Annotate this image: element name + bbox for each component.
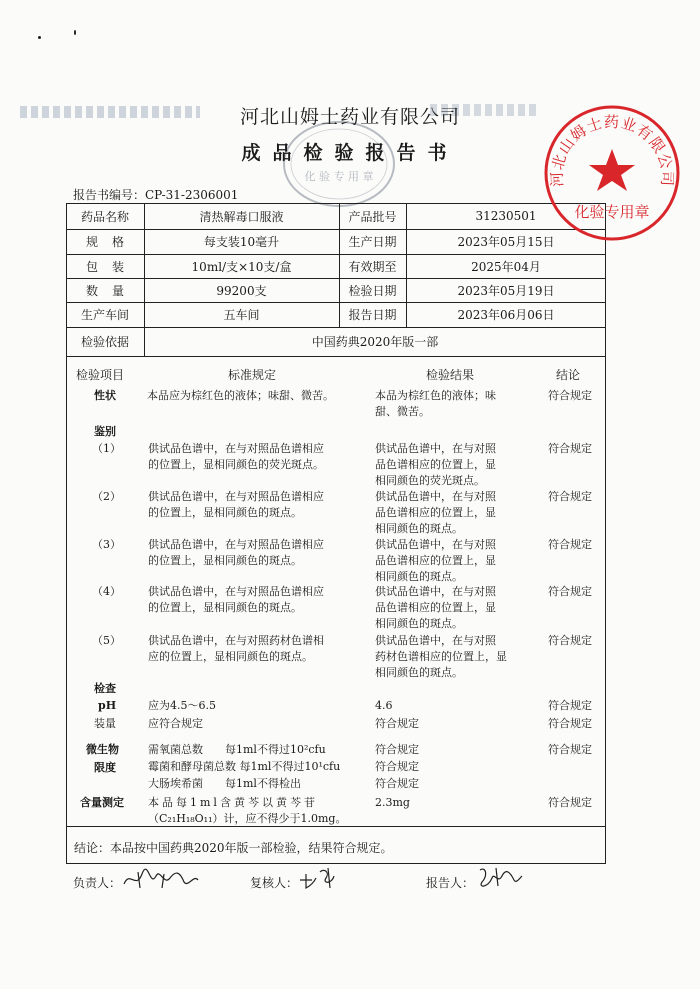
value-quantity: 99200支 bbox=[216, 283, 267, 298]
std-id-line: 供试品色谱中，在与对照品色谱相应 bbox=[148, 490, 324, 503]
scan-speck bbox=[38, 36, 41, 39]
company-name: 河北山姆士药业有限公司 bbox=[239, 106, 460, 128]
std-fill-volume: 应符合规定 bbox=[148, 717, 203, 730]
label-report-date: 报告日期 bbox=[348, 308, 397, 322]
std-id-line: 的位置上，显相同颜色的荧光斑点。 bbox=[148, 458, 324, 471]
conclusion-id: 符合规定 bbox=[548, 634, 592, 647]
label-workshop: 生产车间 bbox=[80, 308, 129, 322]
label-basis: 检验依据 bbox=[80, 335, 129, 349]
value-expiry: 2025年04月 bbox=[471, 259, 541, 274]
conclusion-fill-volume: 符合规定 bbox=[548, 717, 592, 730]
signature-responsible bbox=[120, 864, 200, 892]
id-number: （1） bbox=[92, 442, 121, 455]
res-id-line: 相同颜色的斑点。 bbox=[375, 522, 463, 535]
res-id-line: 相同颜色的斑点。 bbox=[375, 570, 463, 583]
label-expiry: 有效期至 bbox=[348, 259, 397, 274]
res-microbial-line: 符合规定 bbox=[375, 760, 419, 773]
conclusion-ph: 符合规定 bbox=[548, 699, 592, 712]
value-report-date: 2023年06月06日 bbox=[457, 308, 555, 322]
value-production-date: 2023年05月15日 bbox=[457, 235, 555, 249]
report-number: 报告书编号：CP-31-2306001 bbox=[73, 188, 239, 202]
res-appearance-line: 本品为棕红色的液体；味 bbox=[375, 389, 496, 402]
conclusion-assay: 符合规定 bbox=[548, 796, 592, 809]
official-red-stamp bbox=[542, 103, 682, 243]
col-header-result: 检验结果 bbox=[426, 368, 475, 382]
stamp-ring-text: 河北山姆士药业有限公司 bbox=[547, 112, 677, 188]
item-fill-volume: 装量 bbox=[94, 717, 116, 730]
value-spec: 每支装10毫升 bbox=[203, 235, 280, 249]
conclusion-appearance: 符合规定 bbox=[548, 389, 592, 402]
item-inspection: 检查 bbox=[94, 682, 116, 695]
signature-reviewer bbox=[296, 864, 346, 892]
label-inspection-date: 检验日期 bbox=[348, 283, 397, 298]
std-microbial-line: 大肠埃希菌 每1ml不得检出 bbox=[148, 777, 301, 790]
conclusion-id: 符合规定 bbox=[548, 585, 592, 598]
res-microbial-line: 符合规定 bbox=[375, 777, 419, 790]
value-batch-no: 31230501 bbox=[475, 209, 537, 223]
std-id-line: 供试品色谱中，在与对照品色谱相应 bbox=[148, 585, 324, 598]
res-id-line: 药材色谱相应的位置上，显 bbox=[375, 650, 507, 663]
res-id-line: 供试品色谱中，在与对照 bbox=[375, 538, 496, 551]
res-id-line: 品色谱相应的位置上，显 bbox=[375, 506, 496, 519]
std-id-line: 供试品色谱中，在与对照品色谱相应 bbox=[148, 442, 324, 455]
label-reviewer: 复核人： bbox=[250, 876, 299, 890]
label-drug-name: 药品名称 bbox=[80, 209, 129, 224]
id-number: （5） bbox=[92, 634, 121, 647]
std-appearance: 本品应为棕红色的液体；味甜、微苦。 bbox=[147, 389, 334, 402]
std-id-line: 供试品色谱中，在与对照药材色谱相 bbox=[148, 634, 324, 647]
item-microbial-limit: 限度 bbox=[94, 761, 116, 774]
scan-speck bbox=[74, 30, 76, 35]
res-id-line: 相同颜色的斑点。 bbox=[375, 617, 463, 630]
label-production-date: 生产日期 bbox=[348, 235, 397, 249]
res-id-line: 品色谱相应的位置上，显 bbox=[375, 554, 496, 567]
label-batch-no: 产品批号 bbox=[348, 209, 397, 224]
value-packaging: 10ml/支×10支/盒 bbox=[191, 259, 292, 274]
std-id-line: 的位置上，显相同颜色的斑点。 bbox=[148, 506, 302, 519]
stamp-bottom-text: 化验专用章 bbox=[574, 203, 650, 221]
signature-reporter bbox=[474, 862, 524, 892]
std-id-line: 应的位置上，显相同颜色的斑点。 bbox=[148, 650, 313, 663]
std-assay-line: （C₂₁H₁₈O₁₁）计，应不得少于1.0mg。 bbox=[148, 812, 347, 825]
id-number: （2） bbox=[92, 490, 121, 503]
col-header-conclusion: 结论 bbox=[556, 368, 581, 382]
col-header-item: 检验项目 bbox=[76, 368, 125, 382]
value-basis: 中国药典2020年版一部 bbox=[311, 335, 439, 349]
std-id-line: 的位置上，显相同颜色的斑点。 bbox=[148, 554, 302, 567]
std-id-line: 供试品色谱中，在与对照品色谱相应 bbox=[148, 538, 324, 551]
res-assay: 2.3mg bbox=[375, 796, 410, 809]
document-title: 成品检验报告书 bbox=[241, 142, 459, 164]
label-packaging: 包装 bbox=[85, 259, 138, 274]
item-ph: pH bbox=[98, 699, 117, 712]
std-ph: 应为4.5～6.5 bbox=[148, 699, 216, 712]
res-id-line: 供试品色谱中，在与对照 bbox=[375, 634, 496, 647]
res-id-line: 品色谱相应的位置上，显 bbox=[375, 458, 496, 471]
res-id-line: 品色谱相应的位置上，显 bbox=[375, 601, 496, 614]
item-appearance: 性状 bbox=[94, 389, 116, 402]
conclusion-microbial: 符合规定 bbox=[548, 743, 592, 756]
label-reporter: 报告人： bbox=[426, 876, 475, 890]
row-divider bbox=[66, 356, 606, 357]
res-id-line: 相同颜色的荧光斑点。 bbox=[375, 474, 485, 487]
res-appearance-line: 甜、微苦。 bbox=[375, 405, 430, 418]
id-number: （4） bbox=[92, 585, 121, 598]
col-header-standard: 标准规定 bbox=[228, 368, 277, 382]
res-id-line: 供试品色谱中，在与对照 bbox=[375, 585, 496, 598]
label-responsible: 负责人： bbox=[73, 876, 122, 890]
label-quantity: 数量 bbox=[85, 283, 138, 298]
conclusion-id: 符合规定 bbox=[548, 442, 592, 455]
conclusion-id: 符合规定 bbox=[548, 538, 592, 551]
final-conclusion: 结论：本品按中国药典2020年版一部检验，结果符合规定。 bbox=[74, 841, 393, 855]
conclusion-id: 符合规定 bbox=[548, 490, 592, 503]
res-id-line: 供试品色谱中，在与对照 bbox=[375, 490, 496, 503]
res-ph: 4.6 bbox=[375, 699, 393, 712]
row-divider bbox=[66, 826, 606, 827]
svg-text:化 验 专 用 章: 化 验 专 用 章 bbox=[304, 170, 374, 183]
value-workshop: 五车间 bbox=[223, 308, 260, 322]
value-inspection-date: 2023年05月19日 bbox=[457, 283, 555, 298]
res-id-line: 相同颜色的斑点。 bbox=[375, 666, 463, 679]
item-microbial: 微生物 bbox=[86, 743, 119, 756]
std-microbial-line: 霉菌和酵母菌总数 每1ml不得过10¹cfu bbox=[148, 760, 341, 773]
id-number: （3） bbox=[92, 538, 121, 551]
std-assay-line: 本品每1ml含黄芩以黄芩苷 bbox=[148, 796, 318, 809]
std-id-line: 的位置上，显相同颜色的斑点。 bbox=[148, 601, 302, 614]
item-assay: 含量测定 bbox=[80, 796, 124, 809]
res-id-line: 供试品色谱中，在与对照 bbox=[375, 442, 496, 455]
res-microbial-line: 符合规定 bbox=[375, 743, 419, 756]
res-fill-volume: 符合规定 bbox=[375, 717, 419, 730]
value-drug-name: 清热解毒口服液 bbox=[199, 209, 284, 224]
item-identification: 鉴别 bbox=[94, 425, 116, 438]
star-icon bbox=[589, 149, 635, 191]
label-spec: 规格 bbox=[85, 235, 138, 249]
std-microbial-line: 需氧菌总数 每1ml不得过10²cfu bbox=[148, 743, 326, 756]
